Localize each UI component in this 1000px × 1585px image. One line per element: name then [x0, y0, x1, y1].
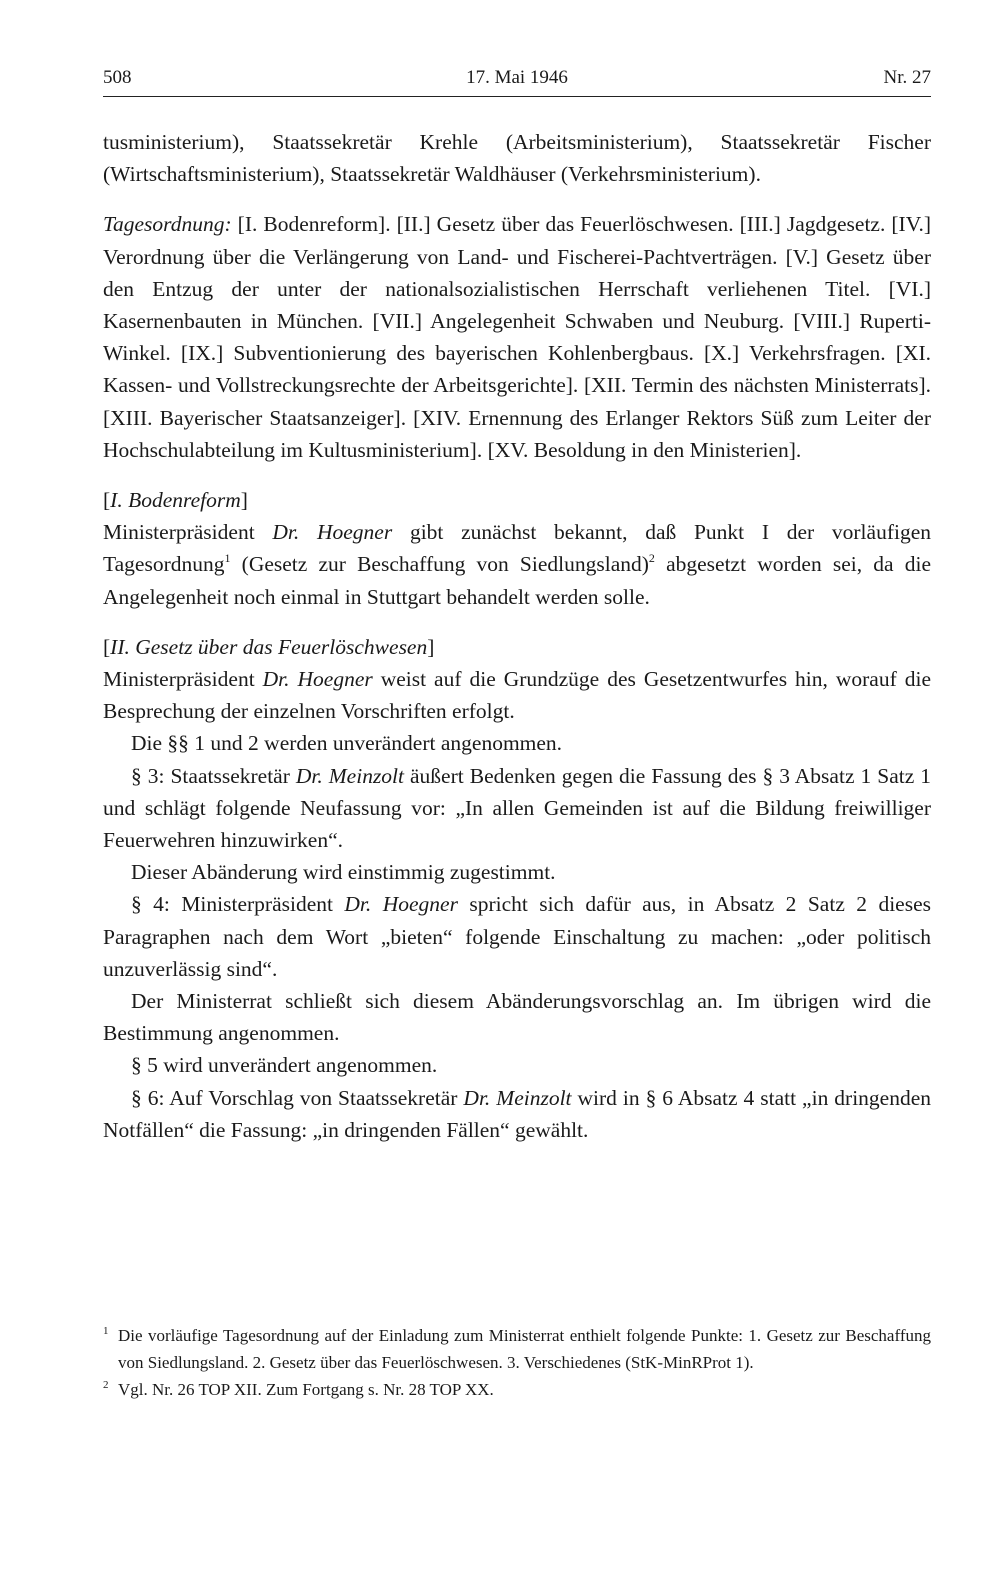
- footnote-text: Die vorläufige Tagesordnung auf der Einladung zum Ministerrat enthielt folgende Punkte: 1. Gesetz zur Beschaffung von Siedlungsland. 2. Gesetz über das Feuerlöschwesen. 3. Verschiedenes (StK-MinRProt 1).: [118, 1326, 931, 1372]
- section2-paragraph-1: Ministerpräsident Dr. Hoegner weist auf die Grundzüge des Gesetzentwurfes hin, worauf die Besprechung der einzelnen Vorschriften erfolgt.: [103, 667, 931, 724]
- main-text: [103, 126, 931, 1146]
- intro-paragraph: tusministerium), Staatssekretär Krehle (Arbeitsministerium), Staatssekretär Fischer (Wirtschaftsministerium), Staatssekretär Waldhäuser (Verkehrsministerium).: [103, 130, 931, 187]
- person-name: Dr. Meinzolt: [463, 1085, 572, 1110]
- header-rule: [103, 96, 931, 97]
- person-name: Dr. Hoegner: [272, 520, 393, 545]
- section-heading-1: [I. Bodenreform]: [103, 488, 248, 513]
- footnote-marker: 1: [103, 1325, 109, 1337]
- footnote-text: Vgl. Nr. 26 TOP XII. Zum Fortgang s. Nr. 28 TOP XX.: [118, 1380, 494, 1399]
- footnote-1: [103, 1322, 931, 1376]
- footnote-ref-2: 2: [648, 551, 655, 566]
- section-title-2: II. Gesetz über das Feuerlöschwesen: [110, 634, 428, 659]
- footnote-2: [103, 1376, 931, 1403]
- person-name: Dr. Hoegner: [344, 892, 458, 917]
- person-name: Dr. Hoegner: [262, 667, 373, 692]
- section2-paragraph-2: Die §§ 1 und 2 werden unverändert angenommen.: [131, 731, 563, 756]
- agenda-text: [I. Bodenreform]. [II.] Gesetz über das Feuerlöschwesen. [III.] Jagdgesetz. [IV.] Verordnung über die Verlängerung von Land- und Fischerei-Pachtverträgen. [V.] Gesetz über den Entzug der unter der nationalsozialistischen Herrschaft verliehenen Titel. [VI.] Kasernenbauten in München. [VII.] Angelegenheit Schwaben und Neuburg. [VIII.] Ruperti-Winkel. [IX.] Subventionierung des bayerischen Kohlenbergbaus. [X.] Verkehrsfragen. [XI. Kassen- und Vollstreckungsrechte der Arbeitsgerichte]. [XII. Termin des nächsten Ministerrats]. [XIII. Bayerischer Staatsanzeiger]. [XIV. Ernennung des Erlanger Rektors Süß zum Leiter der Hochschulabteilung im Kultusministerium]. [XV. Besoldung in den Ministerien].: [103, 212, 932, 462]
- footnotes: [103, 1322, 931, 1403]
- section-heading-2: [II. Gesetz über das Feuerlöschwesen]: [103, 634, 435, 659]
- footnote-marker: 2: [103, 1379, 109, 1391]
- section2-paragraph-6: Der Ministerrat schließt sich diesem Abänderungsvorschlag an. Im übrigen wird die Bestimmung angenommen.: [103, 989, 931, 1046]
- person-name: Dr. Meinzolt: [295, 763, 405, 788]
- section2-paragraph-8: § 6: Auf Vorschlag von Staatssekretär Dr. Meinzolt wird in § 6 Absatz 4 statt „in dringenden Notfällen“ die Fassung: „in dringenden Fällen“ gewählt.: [103, 1085, 932, 1142]
- footnote-ref-1: 1: [224, 551, 231, 566]
- agenda-label: Tagesordnung:: [103, 212, 232, 237]
- section-title-1: I. Bodenreform: [110, 488, 241, 513]
- page-header: [103, 66, 931, 96]
- section2-paragraph-4: Dieser Abänderung wird einstimmig zugestimmt.: [131, 860, 556, 885]
- agenda-paragraph: [103, 208, 931, 466]
- section1-paragraph: Ministerpräsident Dr. Hoegner gibt zunächst bekannt, daß Punkt I der vorläufigen Tagesordnung$^1$ (Gesetz zur Beschaffung von Siedlungsland)$^2$ abgesetzt worden sei, da die Angelegenheit noch einmal in Stuttgart behandelt werden solle.: [103, 520, 931, 609]
- section2-paragraph-3: § 3: Staatssekretär Dr. Meinzolt äußert Bedenken gegen die Fassung des § 3 Absatz 1 Satz 1 und schlägt folgende Neufassung vor: „In allen Gemeinden ist auf die Bildung freiwilliger Feuerwehren hinzuwirken“.: [103, 763, 932, 853]
- issue-number: Nr. 27: [883, 67, 931, 88]
- section2-paragraph-5: § 4: Ministerpräsident Dr. Hoegner spricht sich dafür aus, in Absatz 2 Satz 2 dieses Paragraphen nach dem Wort „bieten“ folgende Einschaltung zu machen: „oder politisch unzuverlässig sind“.: [103, 892, 931, 981]
- section2-paragraph-7: § 5 wird unverändert angenommen.: [131, 1053, 438, 1078]
- page-number: 508: [103, 67, 132, 88]
- header-date: 17. Mai 1946: [466, 67, 568, 88]
